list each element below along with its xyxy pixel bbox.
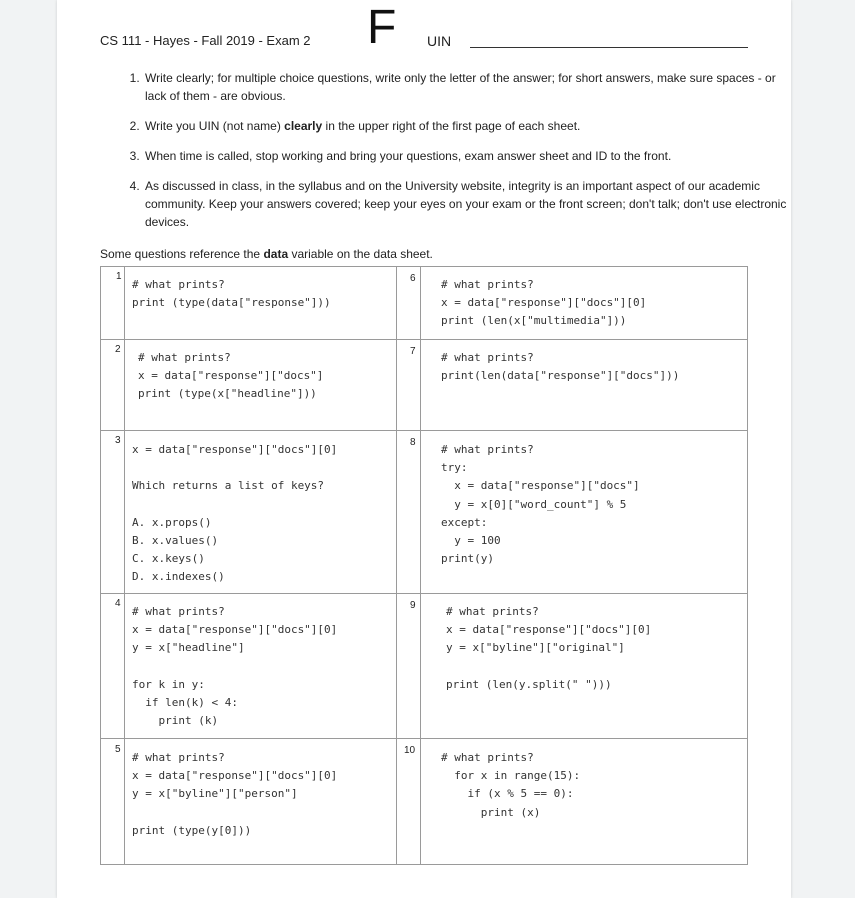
question-code: # what prints? print(len(data["response"]["docs"])): [441, 351, 680, 383]
question-row: [101, 340, 747, 431]
exam-page: [57, 0, 791, 898]
instruction-item: 1. Write clearly; for multiple choice questions, write only the letter of the answer; for short answers, make sure spaces - or lack of them - are obvious.: [143, 69, 793, 105]
data-sheet-note: Some questions reference the data variable on the data sheet.: [100, 247, 433, 261]
question-number: 6: [410, 273, 416, 284]
uin-label: UIN: [427, 33, 452, 49]
instructions-list: [100, 69, 793, 243]
question-row: [101, 431, 747, 594]
question-number: 8: [410, 437, 416, 448]
question-row: [101, 739, 747, 866]
question-number: 9: [410, 600, 416, 611]
course-header: CS 111 - Hayes - Fall 2019 - Exam 2: [100, 33, 311, 48]
instruction-item: 2. Write you UIN (not name) clearly in the upper right of the first page of each sheet.: [143, 117, 793, 135]
question-number: 2: [115, 344, 121, 355]
question-code: # what prints? x = data["response"]["docs"][0] print (len(x["multimedia"])): [441, 278, 647, 328]
question-code: # what prints? print (type(data["response"])): [132, 278, 331, 310]
question-number: 1: [116, 271, 122, 282]
question-row: [101, 594, 747, 739]
question-code: # what prints? try: x = data["response"]["docs"] y = x[0]["word_count"] % 5 except: y = 100 print(y): [441, 443, 640, 566]
question-code: # what prints? x = data["response"]["docs"][0] y = x["byline"]["original"] print (len(y.split(" "))): [446, 605, 652, 691]
question-number: 3: [115, 435, 121, 446]
question-code: # what prints? x = data["response"]["docs"][0] y = x["headline"] for k in y: if len(k) < 4: print (k): [132, 605, 338, 728]
instruction-emphasis: clearly: [284, 119, 323, 133]
question-code: # what prints? x = data["response"]["docs"] print (type(x["headline"])): [138, 351, 324, 401]
instruction-item: 4. As discussed in class, in the syllabus and on the University website, integrity is an important aspect of our academic community. Keep your answers covered; keep your eyes on your exam or the front screen; don't talk; don't use electronic devices.: [143, 177, 793, 231]
question-number: 5: [115, 744, 121, 755]
question-code: # what prints? x = data["response"]["docs"][0] y = x["byline"]["person"] print (type(y[0])): [132, 751, 338, 837]
question-number: 7: [410, 346, 416, 357]
question-table: [100, 266, 748, 865]
question-number: 4: [115, 598, 121, 609]
question-code: # what prints? for x in range(15): if (x % 5 == 0): print (x): [441, 751, 581, 819]
question-row: [101, 267, 747, 340]
question-number: 10: [404, 745, 416, 756]
uin-blank-line: [470, 47, 748, 48]
question-code: x = data["response"]["docs"][0] Which returns a list of keys? A. x.props() B. x.values() C. x.keys() D. x.indexes(): [132, 443, 338, 584]
data-variable-emphasis: data: [263, 247, 289, 261]
instruction-item: 3. When time is called, stop working and bring your questions, exam answer sheet and ID to the front.: [143, 147, 793, 165]
grade-letter: F: [367, 1, 397, 54]
